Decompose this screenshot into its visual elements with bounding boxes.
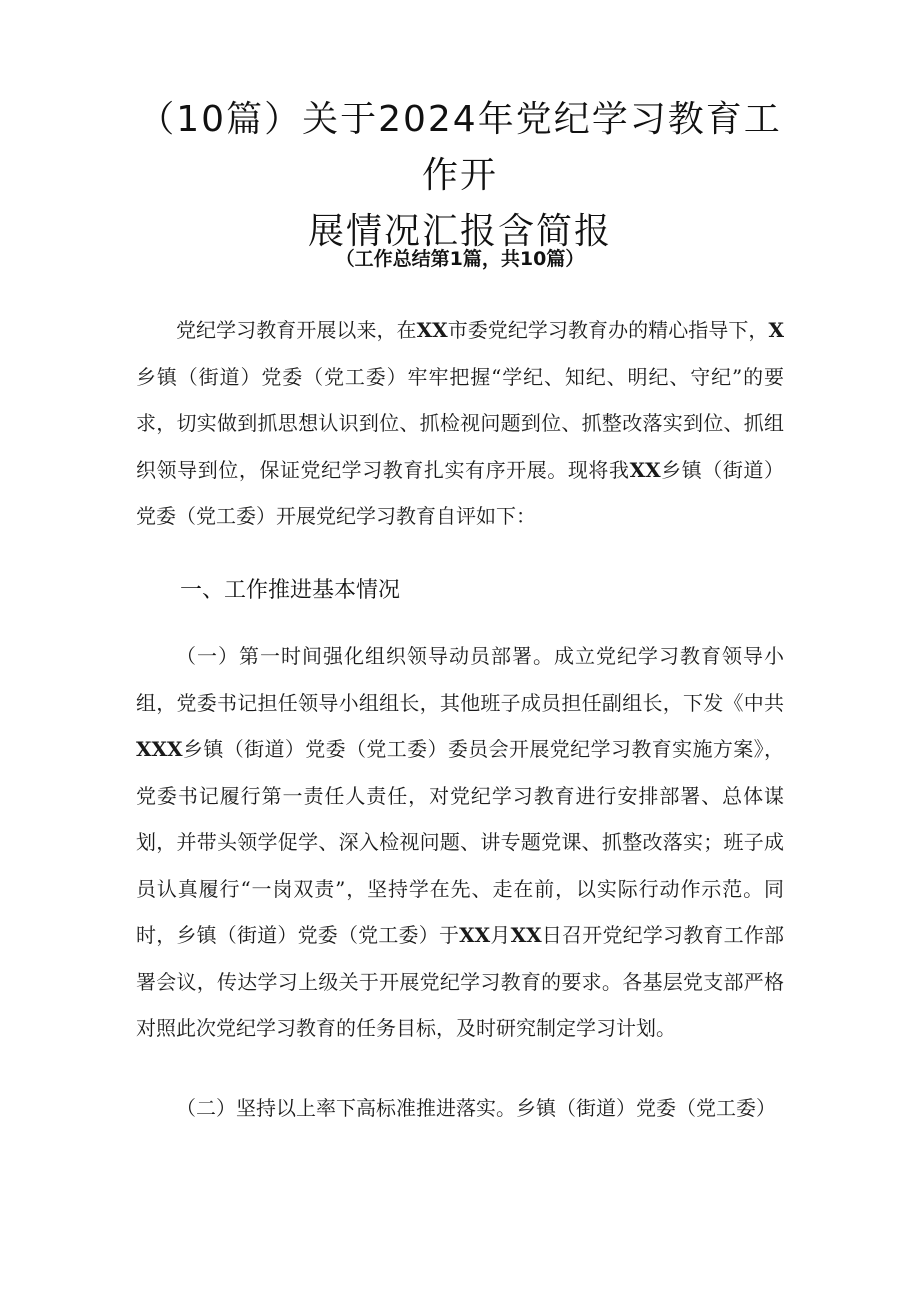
intro-bold-3: XX — [629, 457, 661, 482]
intro-text-4: 乡镇（街道）党委（党工委）开展党纪学习教育自评如下： — [136, 457, 785, 528]
para1-text-2: 乡镇（街道）党委（党工委）委员会开展党纪学习教育实施方案》，党委书记履行第一责任人责任，对党纪学习教育进行安排部署、总体谋划，并带头领学促学、深入检视问题、讲专题党课、抓整改落实；班子成员认真履行“一岗双责”，坚持学在先、走在前，以实际行动作示范。同时，乡镇（街道）党委（党工委）于 — [136, 737, 784, 947]
document-subtitle: （工作总结第1篇，共10篇） — [335, 248, 585, 270]
para1-bold-3: XX — [510, 923, 542, 947]
intro-text-2: 市委党纪学习教育办的精心指导下， — [447, 318, 769, 342]
section-1-paragraph-1 — [136, 633, 784, 1052]
intro-bold-2: X — [768, 318, 785, 342]
para1-bold-2: XX — [459, 923, 491, 947]
para1-text-1: （一）第一时间强化组织领导动员部署。成立党纪学习教育领导小组，党委书记担任领导小组组长，其他班子成员担任副组长，下发《中共 — [136, 644, 784, 715]
intro-paragraph — [136, 307, 784, 540]
document-title — [120, 92, 800, 260]
intro-text-3: 乡镇（街道）党委（党工委）牢牢把握“学纪、知纪、明纪、守纪”的要求，切实做到抓思想认识到位、抓检视问题到位、抓整改落实到位、抓组织领导到位，保证党纪学习教育扎实有序开展。现将我 — [136, 364, 784, 482]
intro-bold-1: XX — [416, 318, 448, 342]
para1-text-4: 日召开党纪学习教育工作部署会议，传达学习上级关于开展党纪学习教育的要求。各基层党支部严格对照此次党纪学习教育的任务目标，及时研究制定学习计划。 — [136, 923, 785, 1040]
section-1-heading: 一、工作推进基本情况 — [180, 578, 401, 603]
title-line-2: 展情况汇报含简报 — [307, 211, 612, 252]
para2-text-1: （二）坚持以上率下高标准推进落实。乡镇（街道）党委（党工委） — [176, 1096, 776, 1120]
title-line-1: （10篇）关于2024年党纪学习教育工作开 — [138, 99, 782, 196]
intro-text-1: 党纪学习教育开展以来，在 — [176, 318, 417, 342]
para1-bold-1: XXX — [136, 737, 183, 761]
section-1-paragraph-2 — [136, 1085, 784, 1132]
para1-text-3: 月 — [490, 923, 511, 947]
